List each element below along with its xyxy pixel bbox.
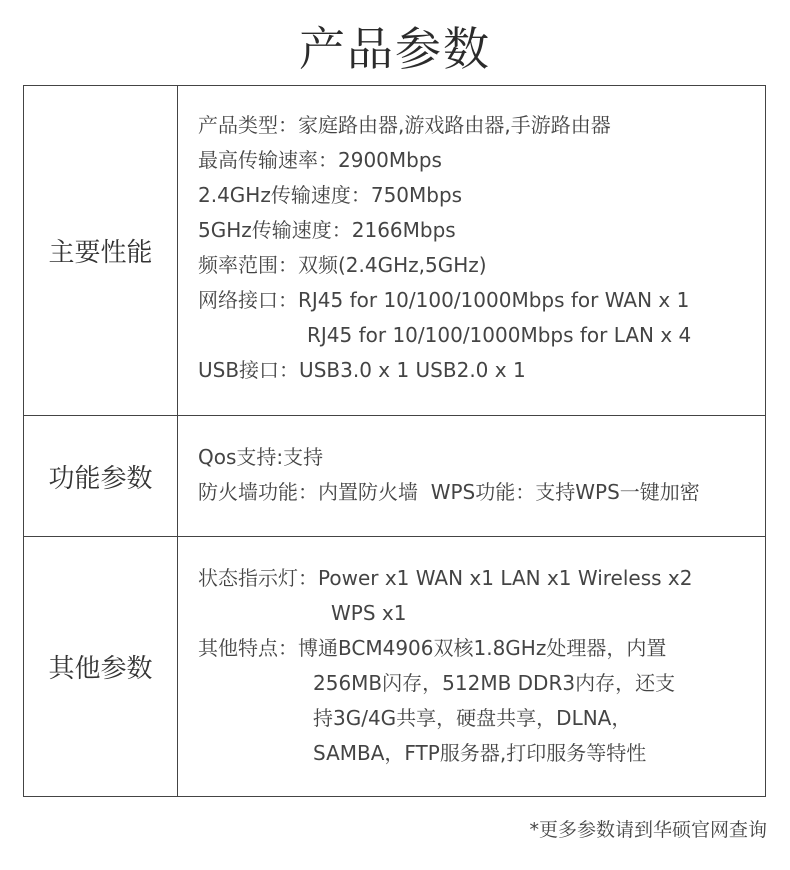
section-label: 功能参数 <box>24 416 178 537</box>
spec-line-network-port-wan: 网络接口：RJ45 for 10/100/1000Mbps for WAN x 1 <box>198 288 690 312</box>
section-content <box>178 537 766 797</box>
spec-line-product-type: 产品类型：家庭路由器,游戏路由器,手游路由器 <box>198 113 611 137</box>
spec-row-main-performance <box>24 86 766 416</box>
spec-line-max-rate: 最高传输速率：2900Mbps <box>198 148 442 172</box>
footnote: *更多参数请到华硕官网查询 <box>529 819 767 841</box>
spec-line-5ghz-speed: 5GHz传输速度：2166Mbps <box>198 218 456 242</box>
section-label: 主要性能 <box>24 86 178 416</box>
page-title: 产品参数 <box>299 22 491 76</box>
spec-line-24ghz-speed: 2.4GHz传输速度：750Mbps <box>198 183 463 207</box>
section-label: 其他参数 <box>24 537 178 797</box>
spec-row-function-params <box>24 416 766 537</box>
spec-line-firewall-wps: 防火墙功能：内置防火墙 WPS功能：支持WPS一键加密 <box>198 480 700 504</box>
spec-line-other-features: 其他特点：博通BCM4906双核1.8GHz处理器，内置 <box>198 636 667 660</box>
spec-line-other-features-cont: 256MB闪存，512MB DDR3内存，还支 <box>313 671 676 695</box>
spec-line-network-port-lan: RJ45 for 10/100/1000Mbps for LAN x 4 <box>307 323 692 347</box>
spec-table <box>23 85 766 797</box>
spec-line-usb-port: USB接口：USB3.0 x 1 USB2.0 x 1 <box>198 358 526 382</box>
spec-row-other-params <box>24 537 766 797</box>
spec-line-qos: Qos支持:支持 <box>198 445 324 469</box>
spec-line-other-features-cont: SAMBA，FTP服务器,打印服务等特性 <box>313 741 647 765</box>
section-content <box>178 86 766 416</box>
spec-line-status-lights-cont: WPS x1 <box>331 601 407 625</box>
spec-line-other-features-cont: 持3G/4G共享，硬盘共享，DLNA， <box>313 706 632 730</box>
section-content <box>178 416 766 537</box>
spec-line-status-lights: 状态指示灯：Power x1 WAN x1 LAN x1 Wireless x2 <box>198 566 693 590</box>
spec-line-frequency-range: 频率范围：双频(2.4GHz,5GHz) <box>198 253 487 277</box>
